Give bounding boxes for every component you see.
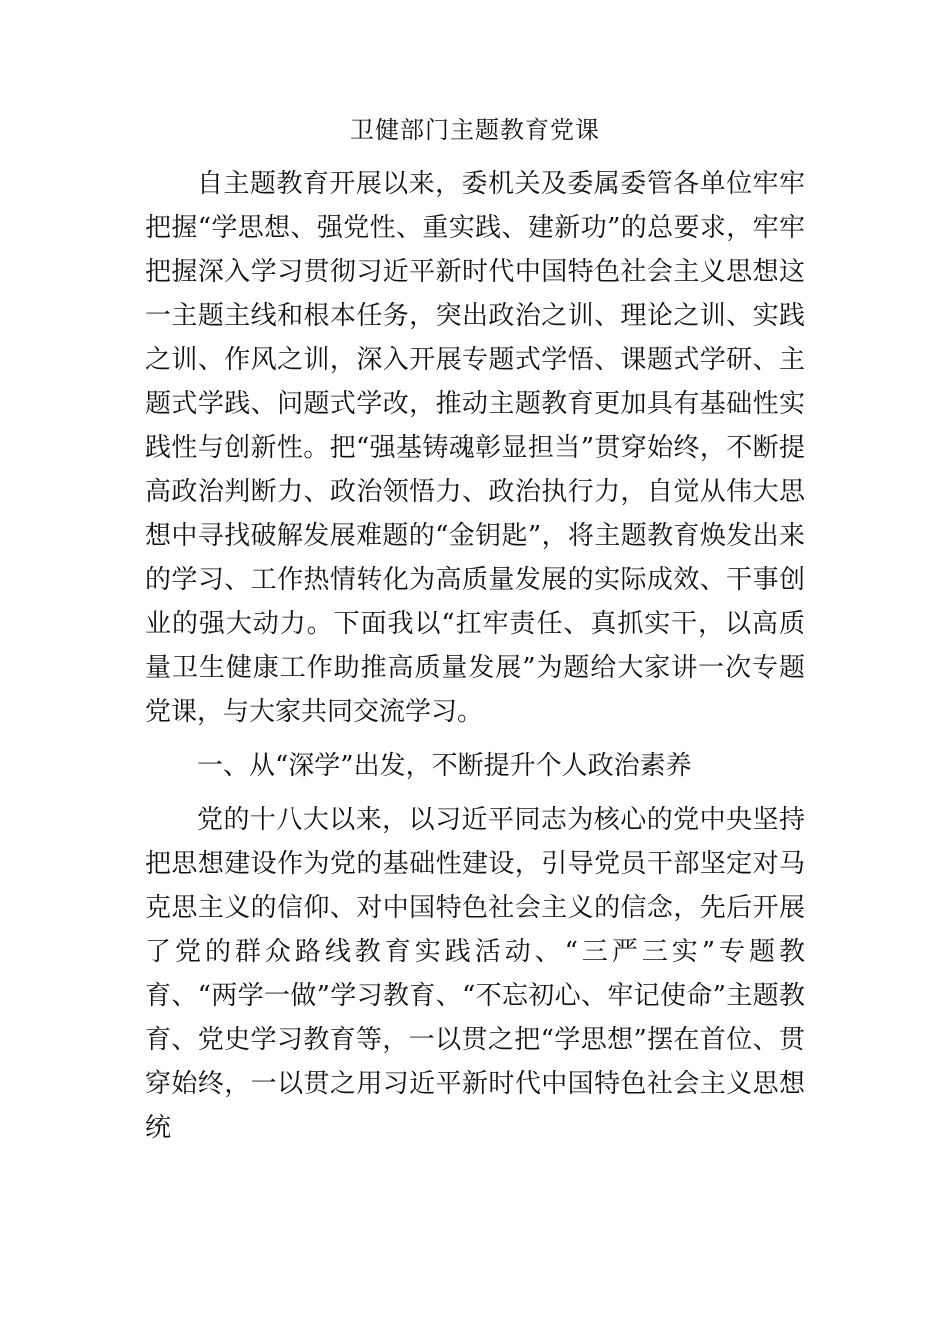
document-title: 卫健部门主题教育党课 <box>350 116 600 144</box>
paragraph-intro: 自主题教育开展以来，委机关及委属委管各单位牢牢把握“学思想、强党性、重实践、建新功”的总要求，牢牢把握深入学习贯彻习近平新时代中国特色社会主义思想这一主题主线和根本任务，突出政治之训、理论之训、实践之训、作风之训，深入开展专题式学悟、课题式学研、主题式学践、问题式学改，推动主题教育更加具有基础性实践性与创新性。把“强基铸魂彰显担当”贯穿始终，不断提高政治判断力、政治领悟力、政治执行力，自觉从伟大思想中寻找破解发展难题的“金钥匙”，将主题教育焕发出来的学习、工作热情转化为高质量发展的实际成效、干事创业的强大动力。下面我以“扛牢责任、真抓实干，以高质量卫生健康工作助推高质量发展”为题给大家讲一次专题党课，与大家共同交流学习。 <box>145 169 805 727</box>
paragraph-section-1: 党的十八大以来，以习近平同志为核心的党中央坚持把思想建设作为党的基础性建设，引导党员干部坚定对马克思主义的信仰、对中国特色社会主义的信念，先后开展了党的群众路线教育实践活动、“三严三实”专题教育、“两学一做”学习教育、“不忘初心、牢记使命”主题教育、党史学习教育等，一以贯之把“学思想”摆在首位、贯穿始终，一以贯之用习近平新时代中国特色社会主义思想统 <box>145 805 805 1143</box>
document-body <box>145 112 805 1150</box>
section-heading-1: 一、从“深学”出发，不断提升个人政治素养 <box>197 751 692 781</box>
